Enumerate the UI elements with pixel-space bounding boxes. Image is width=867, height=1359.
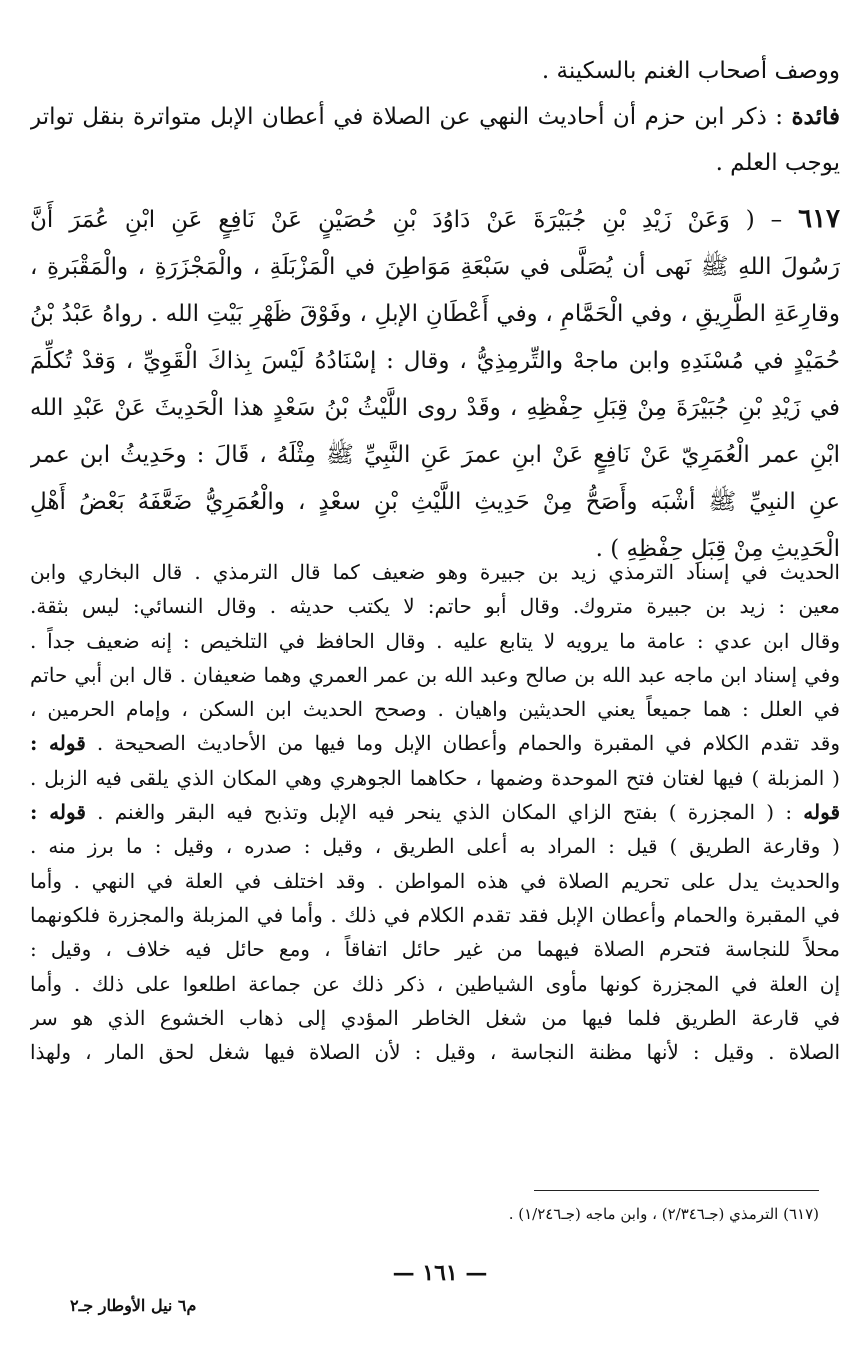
page-number: — ١٦١ — (392, 1260, 488, 1286)
commentary-line (30, 726, 840, 760)
hadith-number: ٦١٧ (798, 204, 840, 234)
benefit-label: فائدة (791, 103, 840, 130)
hadith-line: رَسُولَ اللهِ ﷺ نَهى أن يُصَلَّى في سَبْعَةِ مَوَاطِنَ في الْمَزْبَلَةِ ، والْمَجْزَرَةِ ، والْمَقْبَرةِ ، (30, 254, 840, 280)
commentary-line: وقال ابن عدي : عامة ما يرويه لا يتابع عليه . وقال الحافظ في التلخيص : إنه ضعيف جداً . (30, 628, 840, 653)
hadith-line: ابْنِ عمر الْعُمَرِيّ عَنْ نَافِعٍ عَنْ ابنِ عمرَ عَنِ النَّبِيِّ ﷺ مِثْلَهُ ، قَالَ : وحَدِيثُ ابن عمر (30, 442, 840, 468)
hadith-line-text: – ( وَعَنْ زَيْدِ بْنِ جُبَيْرَةَ عَنْ دَاوُدَ بْنِ حُصَيْنٍ عَنْ نَافِعٍ عَنِ ابْنِ عُمَرَ أَنَّ (30, 207, 783, 233)
qawluh-label: قوله : (30, 800, 86, 825)
commentary-line: وفي إسناد ابن ماجه عبد الله بن صالح وعبد الله بن عمر العمري وهما ضعيفان . قال ابن أبي حاتم (30, 662, 840, 687)
qawluh-label: قوله (803, 800, 840, 825)
commentary-text (30, 555, 840, 1069)
hadith-line: عنِ النبِيِّ ﷺ أشْبَه وأَصَحُّ مِنْ حَدِيثِ اللَّيْثِ بْنِ سعْدٍ ، والْعُمَرِيُّ ضَعَّفَهُ بَعْضُ أَهْلِ (30, 489, 840, 515)
commentary-line-text: وقد تقدم الكلام في المقبرة والحمام وأعطان الإبل وما فيها من الأحاديث الصحيحة . (96, 731, 840, 756)
commentary-line: ( المزبلة ) فيها لغتان فتح الموحدة وضمها ، حكاهما الجوهري وهي المكان الذي يلقى فيه الزبل . (30, 765, 840, 790)
commentary-line: في قارعة الطريق فلما فيها من شغل الخاطر المؤدي إلى ذهاب الخشوع الذي هو سر (30, 1005, 840, 1030)
commentary-line: ( وقارعة الطريق ) قيل : المراد به أعلى الطريق ، وقيل : صدره ، وقيل : ما برز منه . (30, 834, 840, 859)
hadith-line: حُمَيْدٍ في مُسْنَدِهِ وابن ماجهْ والتِّرمِذِيُّ ، وقال : إسْنَادُهُ لَيْسَ بِذاكَ الْقَوِيِّ ، وَقدْ تُكلِّمَ (30, 348, 840, 374)
commentary-line-text: ( المجزرة ) بفتح الزاي المكان الذي ينحر فيه الإبل وتذبح فيه البقر والغنم . (97, 800, 775, 825)
footnote: (٦١٧) الترمذي (جـ٢/٣٤٦) ، وابن ماجه (جـ١/٢٤٦) . (508, 1205, 819, 1223)
intro-line: ووصف أصحاب الغنم بالسكينة . (541, 58, 840, 84)
benefit-text: : ذكر ابن حزم أن أحاديث النهي عن الصلاة في أعطان الإبل متواترة بنقل تواتر (30, 104, 784, 130)
benefit-note-line (30, 94, 840, 140)
commentary-line: والحديث يدل على تحريم الصلاة في هذه المواطن . وقد اختلف في العلة في النهي . وأما (30, 868, 840, 893)
intro-line: يوجب العلم . (715, 150, 840, 176)
commentary-line: الحديث في إسناد الترمذي زيد بن جبيرة وهو ضعيف كما قال الترمذي . قال البخاري وابن (30, 560, 840, 584)
commentary-line: قوله : ( المجزرة ) بفتح الزاي المكان الذي ينحر فيه الإبل وتذبح فيه البقر والغنم . قوله : (30, 800, 840, 825)
commentary-line: في العلل : هما جميعاً يعني الحديثين واهيان . وصحح الحديث ابن السكن ، وإمام الحرمين ، (30, 697, 840, 722)
footnote-divider (534, 1190, 819, 1191)
commentary-line: معين : زيد بن جبيرة متروك. وقال أبو حاتم: لا يكتب حديثه . وقال النسائي: ليس بثقة. (30, 594, 840, 619)
hadith-line: وقارِعَةِ الطَّرِيقِ ، وفي الْحَمَّامِ ، وفي أَعْطَانِ الإبلِ ، وفَوْقَ ظَهْرِ بَيْتِ الله . رواهُ عَبْدُ بْنُ (30, 301, 840, 327)
hadith-line: في زَيْدِ بْنِ جُبَيْرَةَ مِنْ قِبَلِ حِفْظِهِ ، وقَدْ روى اللَّيْثُ بْنُ سَعْدٍ هذا الْحَدِيثَ عَنْ عَبْدِ الله (30, 395, 840, 421)
commentary-line: إن العلة في المجزرة كونها مأوى الشياطين ، ذكر ذلك عن جماعة اطلعوا على ذلك . وأما (30, 971, 840, 996)
book-signature: م٦ نيل الأوطار جـ٢ (70, 1296, 197, 1315)
hadith-line: الْحَدِيثِ مِنْ قِبَلِ حِفْظِهِ ) . (595, 536, 840, 562)
qawluh-label: قوله : (30, 731, 86, 756)
hadith-text (30, 196, 840, 573)
commentary-line: في المقبرة والحمام وأعطان الإبل فقد تقدم الكلام في ذلك . وأما في المزبلة والمجزرة فلكونهما (30, 902, 840, 927)
commentary-line: الصلاة . وقيل : لأنها مظنة النجاسة ، وقيل : لأن الصلاة فيها شغل لحق المار ، ولهذا (30, 1040, 840, 1065)
hadith-line (30, 196, 840, 244)
intro-paragraph (30, 48, 840, 186)
commentary-line: محلاً للنجاسة فتحرم الصلاة فيهما من غير حائل اتفاقاً ، ومع حائل فيه خلاف ، وقيل : (30, 937, 840, 962)
